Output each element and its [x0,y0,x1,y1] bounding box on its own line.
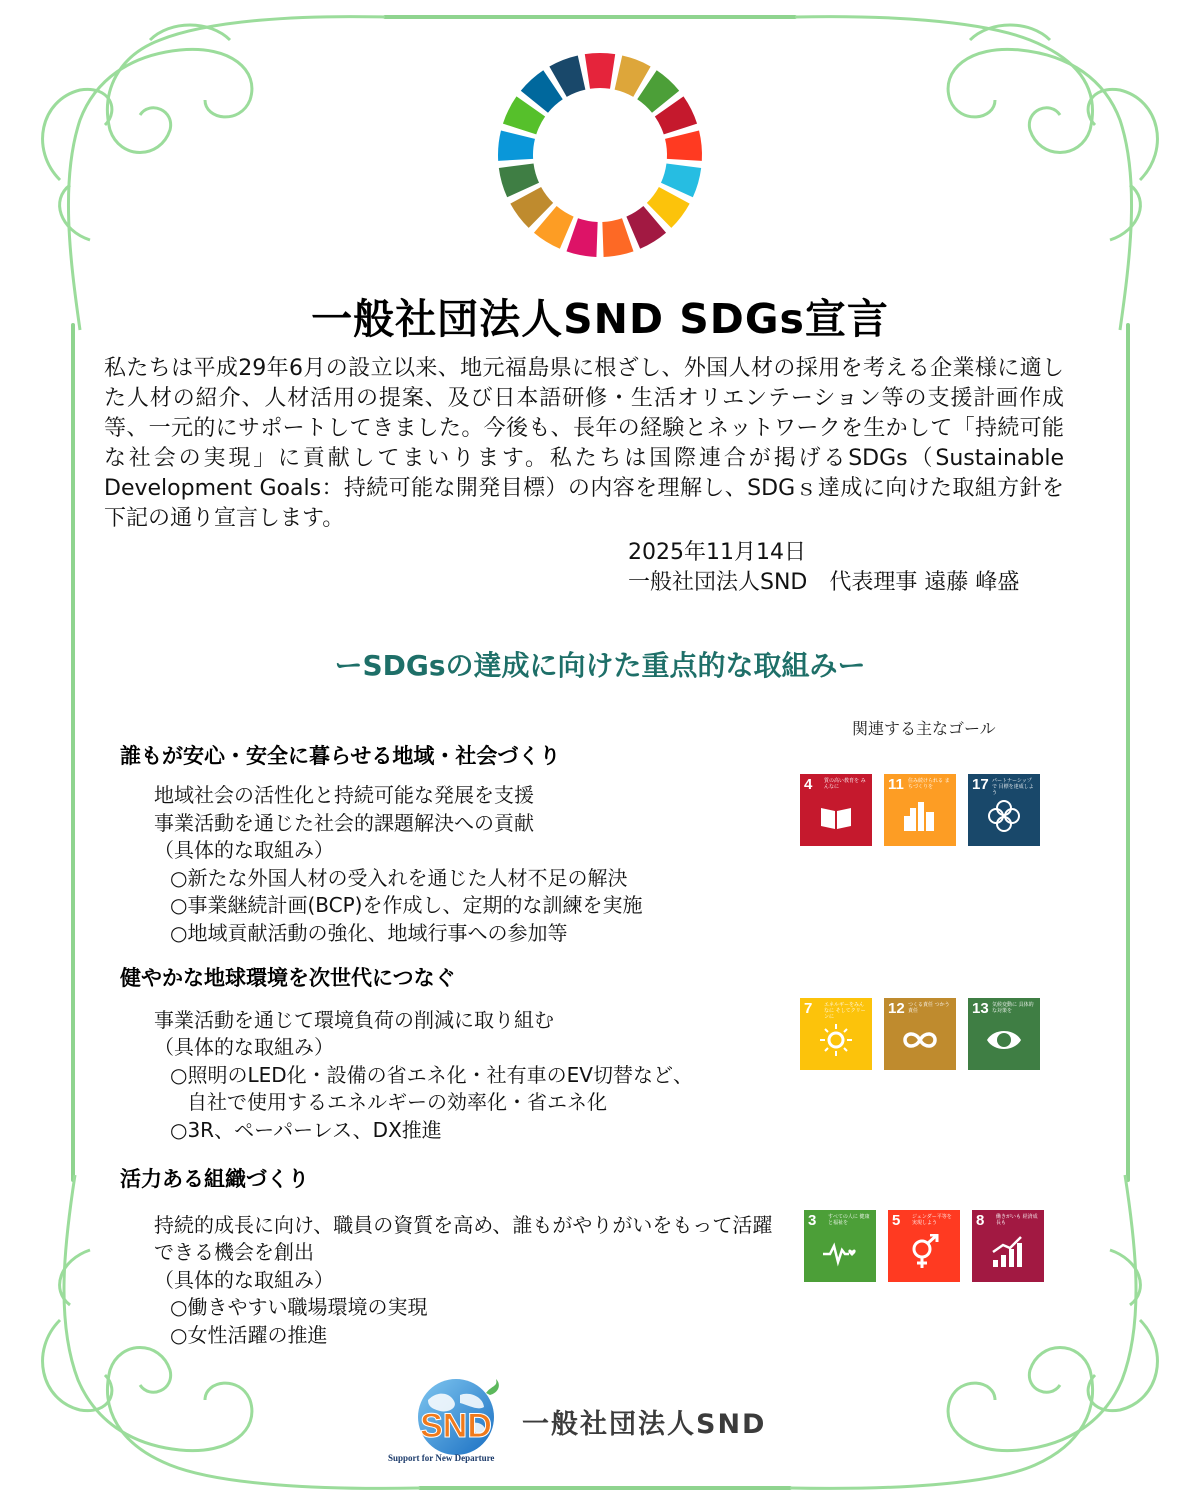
section-line: 持続的成長に向け、職員の資質を高め、誰もがやりがいをもって活躍 [154,1213,773,1237]
goal-icons [800,998,1040,1070]
section-line: （具体的な取組み） [154,1035,334,1059]
goal-icons [800,774,1040,846]
wheel-segment [567,218,598,257]
section-line: ○女性活躍の推進 [170,1323,328,1347]
section-line: ○事業継続計画(BCP)を作成し、定期的な訓練を実施 [170,893,643,917]
logo-mark-text: SND [420,1407,492,1445]
page-title: 一般社団法人SND SDGs宣言 [311,295,889,343]
section-line: 地域社会の活性化と持続可能な発展を支援 [154,783,534,807]
section-title: 誰もが安心・安全に暮らせる地域・社会づくり [120,744,561,768]
sdg-goal-12-icon: 12 つくる責任 つかう責任 [884,998,956,1070]
section-line: 事業活動を通じた社会的課題解決への貢献 [154,811,534,835]
signer: 一般社団法人SND 代表理事 遠藤 峰盛 [628,570,1020,595]
section-line: 事業活動を通じて環境負荷の削減に取り組む [154,1008,554,1032]
section-line: 自社で使用するエネルギーの効率化・省エネ化 [187,1090,607,1114]
section-line: ○新たな外国人材の受入れを通じた人材不足の解決 [170,866,628,890]
section-line: （具体的な取組み） [154,1268,334,1292]
intro-paragraph: 私たちは平成29年6月の設立以来、地元福島県に根ざし、外国人材の採用を考える企業様に適した人材の紹介、人材活用の提案、及び日本語研修・生活オリエンテーション等の支援計画作成等、一元的にサポートしてきました。今後も、長年の経験とネットワークを生かして「持続可能な社会の実現」に貢献してまいります。私たちは国際連合が掲げるSDGs（Sustainable Development Goals：持続可能な開発目標）の内容を理解し、SDGｓ達成に向けた取組方針を下記の通り宣言します。 [104,356,1064,531]
sdg-goal-5-icon: 5 ジェンダー平等を 実現しよう [888,1210,960,1282]
section-title: 健やかな地球環境を次世代につなぐ [120,966,456,990]
sdg-goal-13-icon: 13 気候変動に 具体的な対策を [968,998,1040,1070]
section-subheading: ーSDGsの達成に向けた重点的な取組みー [334,649,866,682]
section-line: ○3R、ペーパーレス、DX推進 [170,1118,442,1142]
related-goals-caption: 関連する主なゴール [852,719,996,738]
sdg-goal-3-icon: 3 すべての人に 健康と福祉を [804,1210,876,1282]
organization-name: 一般社団法人SND [522,1409,767,1440]
sdg-goal-8-icon: 8 働きがいも 経済成長も [972,1210,1044,1282]
section-line: ○地域貢献活動の強化、地域行事への参加等 [170,921,568,945]
section-line: ○照明のLED化・設備の省エネ化・社有車のEV切替など、 [170,1063,693,1087]
wheel-segment [585,53,615,89]
sdg-goal-7-icon: 7 エネルギーをみんなに そしてクリーンに [800,998,872,1070]
declaration-date: 2025年11月14日 [628,540,806,565]
sdg-goal-4-icon: 4 質の高い教育を みんなに [800,774,872,846]
wheel-segment [665,131,702,161]
section-line: できる機会を創出 [154,1240,314,1264]
goal-icons [804,1210,1044,1282]
sdgs-wheel-logo [495,50,705,260]
wheel-segment [602,218,633,257]
wheel-segment [498,131,535,161]
section-title: 活力ある組織づくり [120,1167,309,1191]
section-line: ○働きやすい職場環境の実現 [170,1295,428,1319]
logo-tagline: Support for New Departure [388,1453,495,1463]
sdg-goal-11-icon: 11 住み続けられる まちづくりを [884,774,956,846]
section-line: （具体的な取組み） [154,838,334,862]
sdg-goal-17-icon: 17 パートナーシップで 目標を達成しよう [968,774,1040,846]
